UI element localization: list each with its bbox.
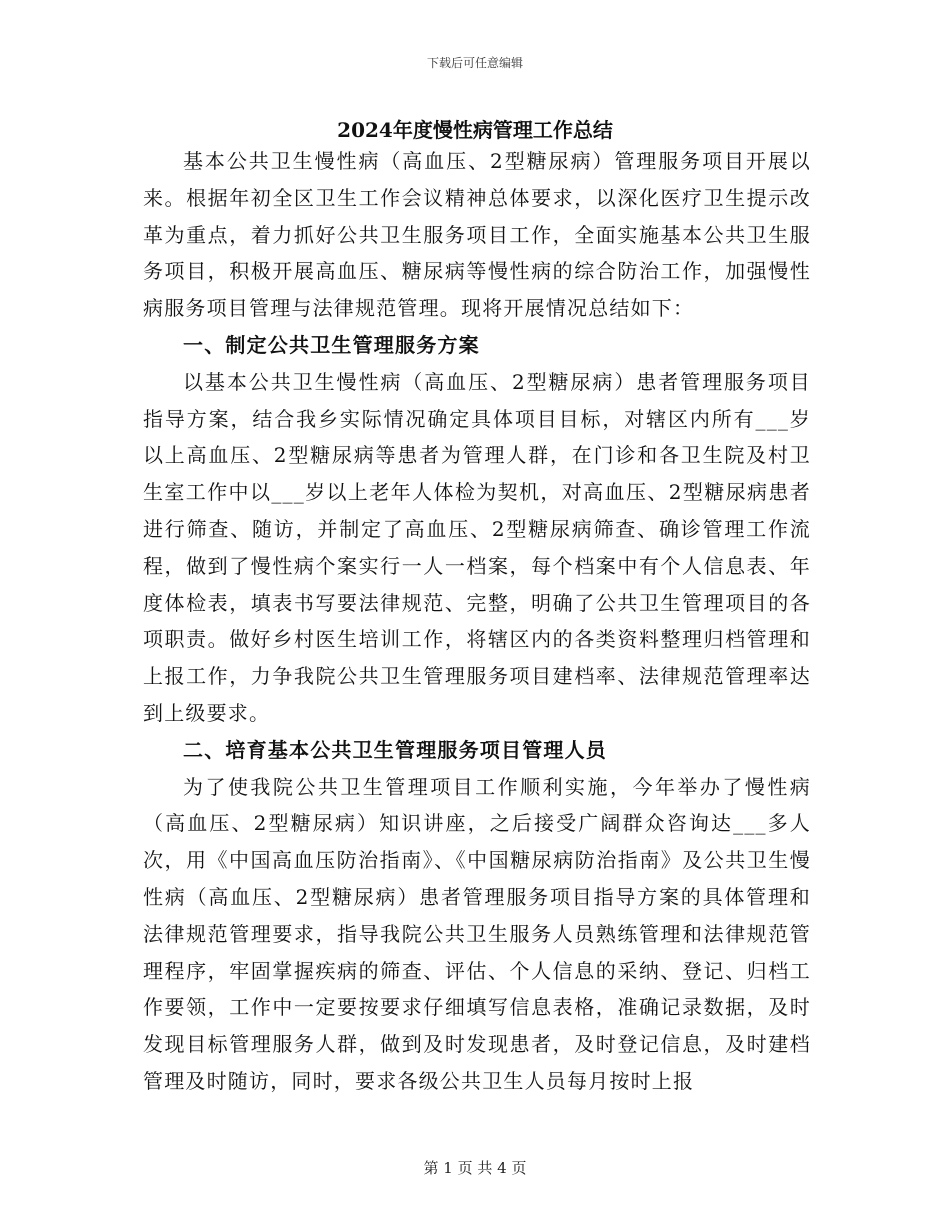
intro-paragraph: 基本公共卫生慢性病（高血压、2型糖尿病）管理服务项目开展以来。根据年初全区卫生工作会议精神总体要求，以深化医疗卫生提示改革为重点，着力抓好公共卫生服务项目工作，全面实施基本公共卫生服务项目，积极开展高血压、糖尿病等慢性病的综合防治工作，加强慢性病服务项目管理与法律规范管理。现将开展情况总结如下： (143, 149, 811, 321)
section-body-1: 以基本公共卫生慢性病（高血压、2型糖尿病）患者管理服务项目指导方案，结合我乡实际情况确定具体项目目标，对辖区内所有___岁以上高血压、2型糖尿病等患者为管理人群，在门诊和各卫生院及村卫生室工作中以___岁以上老年人体检为契机，对高血压、2型糖尿病患者进行筛查、随访，并制定了高血压、2型糖尿病筛查、确诊管理工作流程，做到了慢性病个案实行一人一档案，每个档案中有个人信息表、年度体检表，填表书写要法律规范、完整，明确了公共卫生管理项目的各项职责。做好乡村医生培训工作，将辖区内的各类资料整理归档管理和上报工作，力争我院公共卫生管理服务项目建档率、法律规范管理率达到上级要求。 (143, 369, 811, 725)
page-number: 第 1 页 共 4 页 (423, 1159, 527, 1177)
section-heading-1: 一、制定公共卫生管理服务方案 (183, 332, 480, 357)
section-body-2: 为了使我院公共卫生管理项目工作顺利实施，今年举办了慢性病（高血压、2型糖尿病）知识讲座，之后接受广阔群众咨询达___多人次，用《中国高血压防治指南》、《中国糖尿病防治指南》及公共卫生慢性病（高血压、2型糖尿病）患者管理服务项目指导方案的具体管理和法律规范管理要求，指导我院公共卫生服务人员熟练管理和法律规范管理程序，牢固掌握疾病的筛查、评估、个人信息的采纳、登记、归档工作要领，工作中一定要按要求仔细填写信息表格，准确记录数据，及时发现目标管理服务人群，做到及时发现患者，及时登记信息，及时建档管理及时随访，同时，要求各级公共卫生人员每月按时上报 (143, 774, 811, 1093)
document-title: 2024年度慢性病管理工作总结 (337, 118, 613, 142)
document-body (143, 143, 811, 1100)
section-heading-2: 二、培育基本公共卫生管理服务项目管理人员 (183, 737, 607, 762)
header-note: 下载后可任意编辑 (426, 56, 523, 70)
